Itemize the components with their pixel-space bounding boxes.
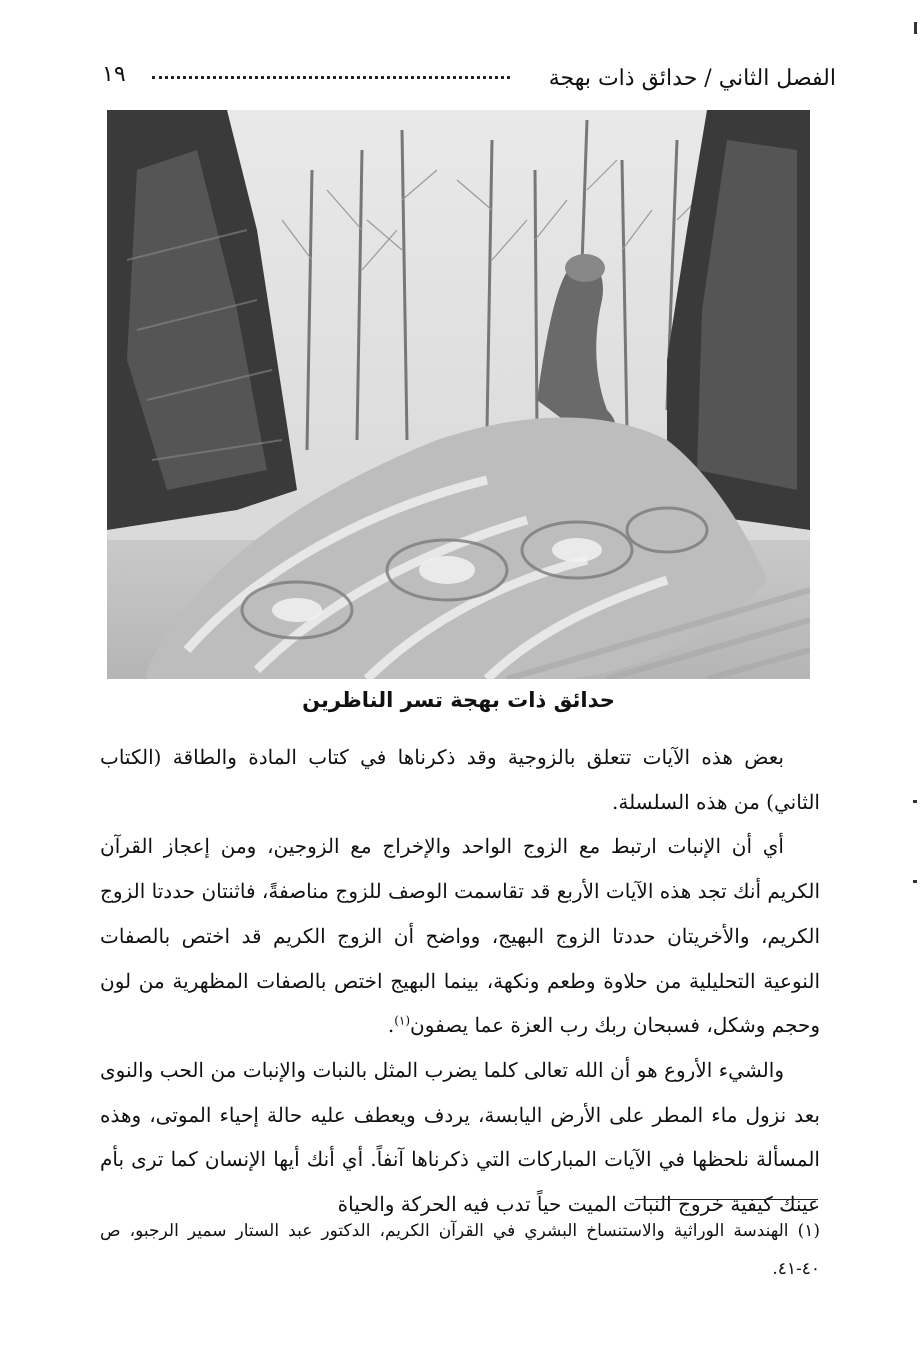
paragraph: بعض هذه الآيات تتعلق بالزوجية وقد ذكرناها في كتاب المادة والطاقة (الكتاب الثاني) من هذه السلسلة. bbox=[100, 745, 820, 814]
page-header bbox=[96, 62, 836, 96]
scan-mark bbox=[913, 800, 917, 803]
header-dotted-rule bbox=[152, 76, 510, 79]
footnote-text: (١) الهندسة الوراثية والاستنساخ البشري في القرآن الكريم، الدكتور عبد الستار سمير الرجبو، ص ٤٠-٤١. bbox=[100, 1221, 820, 1279]
body-text bbox=[100, 735, 820, 1227]
footnote-separator bbox=[635, 1199, 818, 1200]
footnote-reference: (١) bbox=[394, 1013, 411, 1028]
garden-photo-drawing bbox=[107, 110, 810, 679]
paragraph bbox=[100, 824, 820, 1048]
paragraph-text: أي أن الإنبات ارتبط مع الزوج الواحد والإخراج مع الزوجين، ومن إعجاز القرآن الكريم أنك تجد هذه الآيات الأربع قد تقاسمت الوصف للزوج مناصفةً، فاثنتان حددتا الزوج الكريم، والأخريتان حددتا الزوج البهيج، وواضح أن الزوج الكريم قد اختص بالصفات النوعية التحليلية من حلاوة وطعم ونكهة، بينما البهيج اختص بالصفات المظهرية من لون وحجم وشكل، فسبحان ربك رب العزة عما يصفون bbox=[100, 834, 820, 1038]
chapter-title: الفصل الثاني / حدائق ذات بهجة bbox=[548, 66, 836, 91]
figure-caption: حدائق ذات بهجة تسر الناظرين bbox=[302, 688, 615, 712]
paragraph-end-punctuation: . bbox=[387, 1013, 395, 1038]
scan-mark bbox=[914, 22, 917, 34]
garden-photo bbox=[107, 110, 810, 679]
footnote bbox=[100, 1212, 820, 1288]
paragraph: والشيء الأروع هو أن الله تعالى كلما يضرب المثل بالنبات والإنبات من الحب والنوى بعد نزول ماء المطر على الأرض اليابسة، يردف ويعطف عليه حالة إحياء الموتى، وهذه المسألة نلحظها في الآيات المباركات التي ذكرناها آنفاً. أي أنك أيها الإنسان كما ترى بأم عينك كيفية خروج النبات الميت حياً تدب فيه الحركة والحياة bbox=[100, 1057, 820, 1217]
scan-mark bbox=[913, 880, 917, 883]
page-number: ١٩ bbox=[102, 62, 126, 87]
